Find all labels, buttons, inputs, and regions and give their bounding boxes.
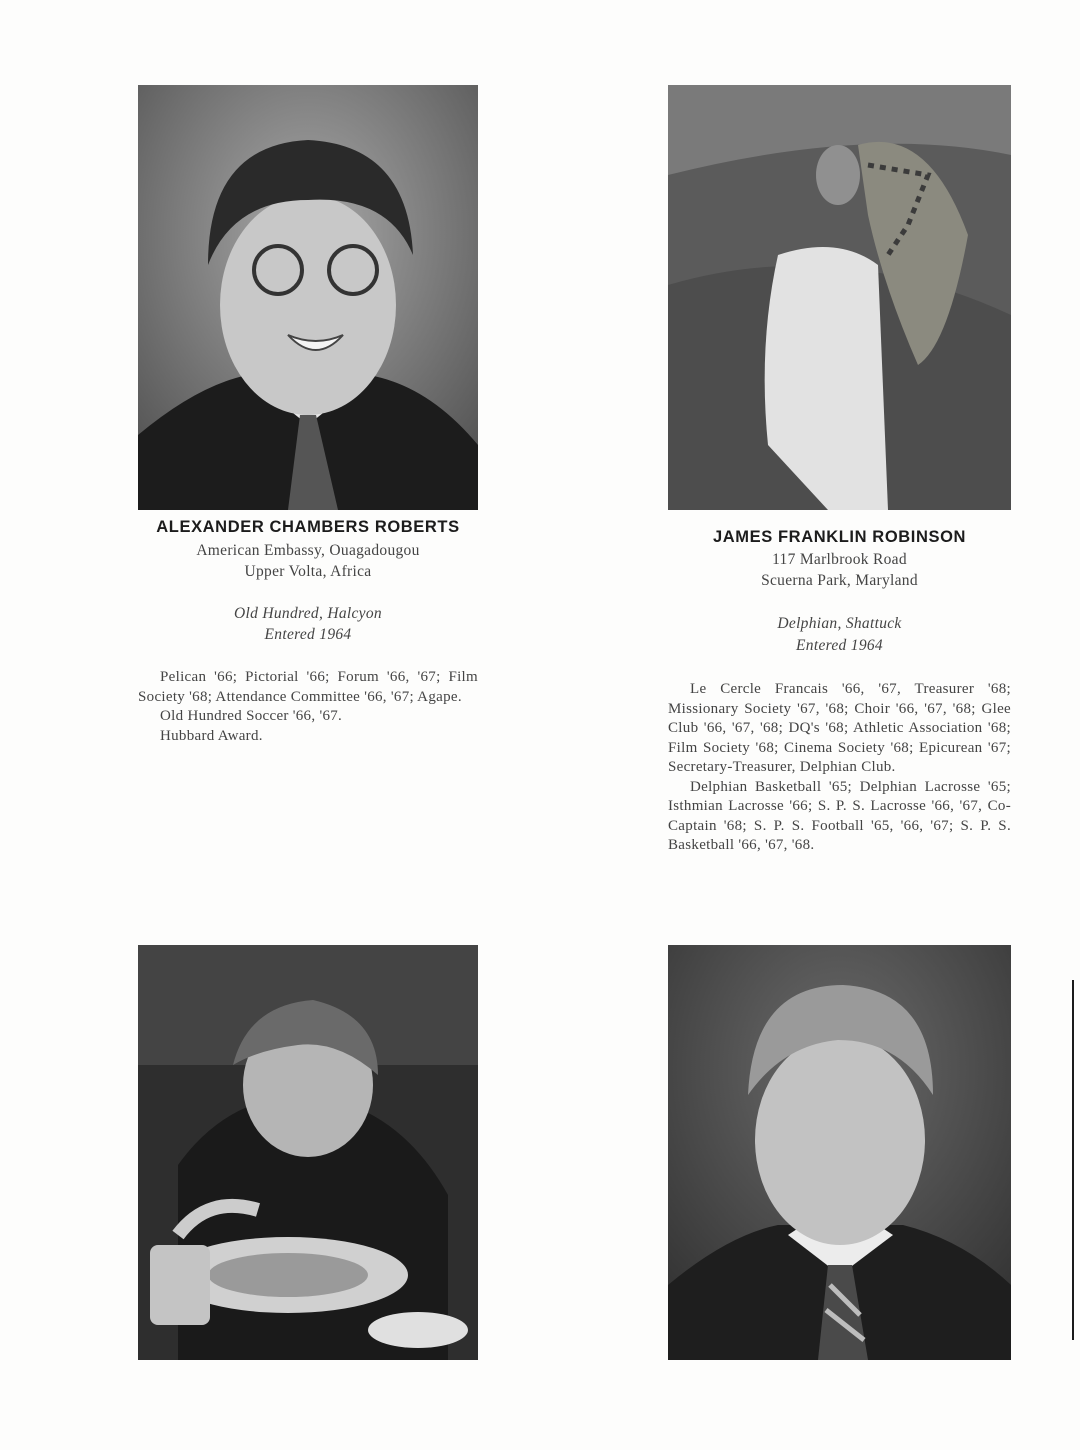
activities-paragraph: Delphian Basketball '65; Delphian Lacrosse '65; Isthmian Lacrosse '66; S. P. S. Lacrosse '66, '67, Co-Captain '68; S. P. S. Football '65, '66, '67; S. P. S. Basketball '66, '67, '68.: [668, 778, 1011, 853]
activities-paragraph: Le Cercle Francais '66, '67, Treasurer '68; Missionary Society '67, '68; Choir '66, '67, '68; Glee Club '66, '67, '68; DQ's '68; Athletic Association '68; Film Society '68; Cinema Society '68; Epicurean '67; Secretary-Treasurer, Delphian Club.: [668, 681, 1011, 775]
outdoor-photo-robinson: [668, 85, 1011, 510]
activities-list: [138, 668, 478, 746]
portrait-photo-roberts: [138, 85, 478, 510]
activities-list: [668, 680, 1011, 856]
houses: Old Hundred, Halcyon: [234, 605, 382, 622]
address-line-1: American Embassy, Ouagadougou: [196, 542, 420, 559]
activities-paragraph: Pelican '66; Pictorial '66; Forum '66, '67; Film Society '68; Attendance Committee '66, '67; Agape.: [138, 669, 478, 705]
page-edge-mark: [1072, 980, 1074, 1340]
student-name: JAMES FRANKLIN ROBINSON: [712, 528, 967, 546]
dining-photo: [138, 945, 478, 1360]
entered-year: Entered 1964: [796, 637, 883, 654]
activities-paragraph: Hubbard Award.: [160, 727, 263, 744]
address-line-1: 117 Marlbrook Road: [772, 551, 907, 568]
houses: Delphian, Shattuck: [777, 615, 902, 632]
activities-paragraph: Old Hundred Soccer '66, '67.: [160, 708, 343, 724]
address-line-2: Scuerna Park, Maryland: [761, 572, 918, 589]
portrait-photo-unnamed: [668, 945, 1011, 1360]
student-name: ALEXANDER CHAMBERS ROBERTS: [156, 518, 460, 536]
entered-year: Entered 1964: [264, 626, 352, 643]
address-line-2: Upper Volta, Africa: [244, 563, 372, 580]
